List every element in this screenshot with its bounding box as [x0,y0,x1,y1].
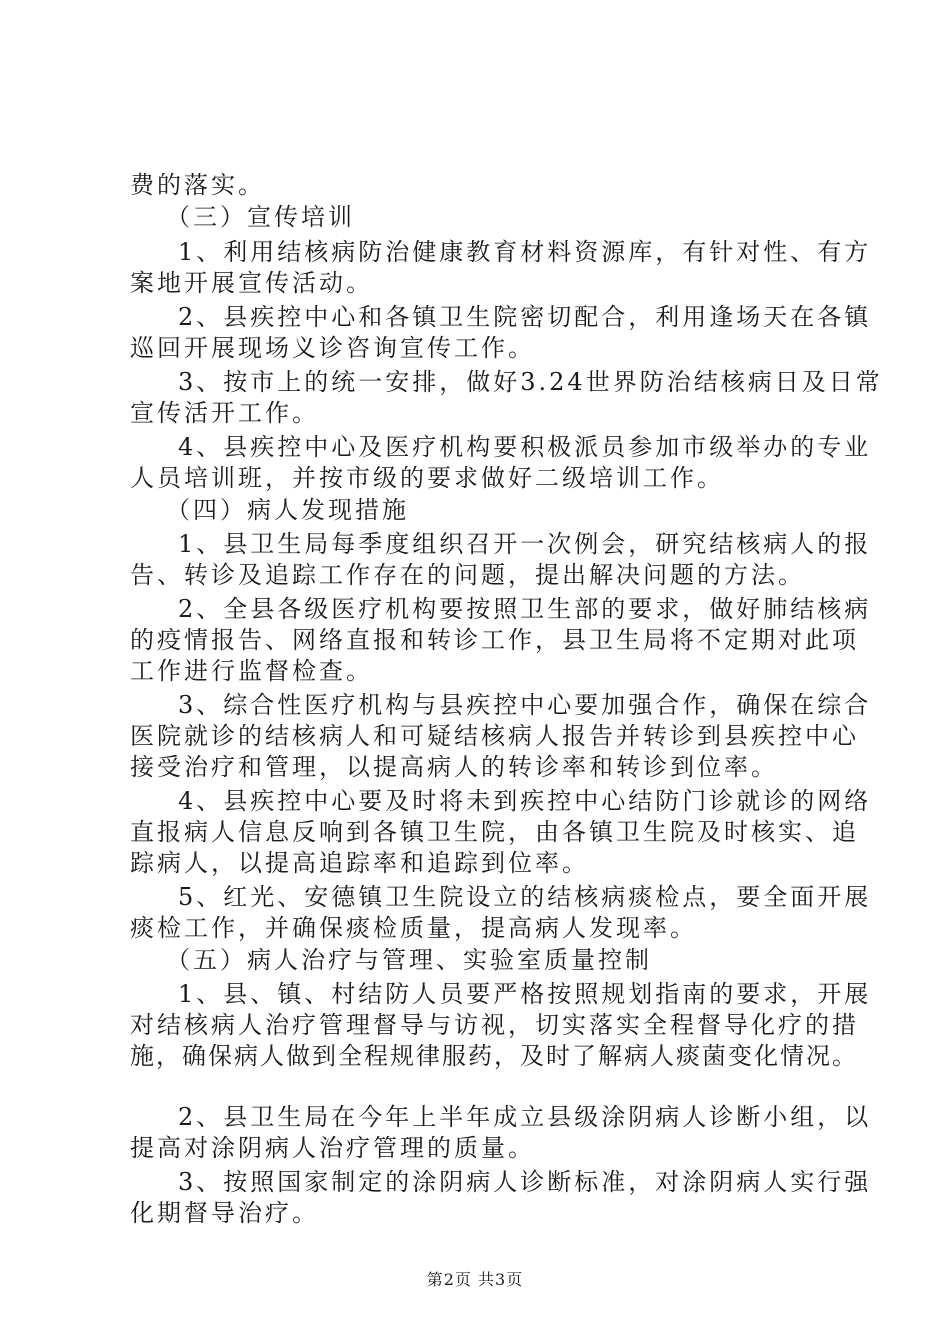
text-line: 2、全县各级医疗机构要按照卫生部的要求，做好肺结核病 [178,595,872,623]
text-line: 案地开展宣传活动。 [130,269,373,297]
text-line: 4、县疾控中心要及时将未到疾控中心结防门诊就诊的网络 [178,787,872,815]
text-line: 3、综合性医疗机构与县疾控中心要加强合作，确保在综合 [178,691,872,719]
text-line: 3、按市上的统一安排，做好3.24世界防治结核病日及日常 [178,368,883,396]
text-line: 费的落实。 [130,171,265,199]
text-line: 化期督导治疗。 [130,1199,319,1227]
text-line: 痰检工作，并确保痰检质量，提高病人发现率。 [130,914,697,942]
text-line: 5、红光、安德镇卫生院设立的结核病痰检点，要全面开展 [178,883,872,911]
text-line: 施，确保病人做到全程规律服药，及时了解病人痰菌变化情况。 [130,1042,858,1070]
text-line: 1、县、镇、村结防人员要严格按照规划指南的要求，开展 [178,980,872,1008]
text-line: 医院就诊的结核病人和可疑结核病人报告并转诊到县疾控中心 [130,722,859,750]
section-heading: （四）病人发现措施 [166,496,409,524]
text-line: 1、县卫生局每季度组织召开一次例会，研究结核病人的报 [178,530,872,558]
text-line: 1、利用结核病防治健康教育材料资源库，有针对性、有方 [178,238,872,266]
text-line: 人员培训班，并按市级的要求做好二级培训工作。 [130,464,724,492]
section-heading: （三）宣传培训 [166,203,355,231]
text-line: 的疫情报告、网络直报和转诊工作，县卫生局将不定期对此项 [130,626,859,654]
text-line: 巡回开展现场义诊咨询宣传工作。 [130,334,535,362]
text-line: 直报病人信息反响到各镇卫生院，由各镇卫生院及时核实、追 [130,818,859,846]
text-line: 踪病人，以提高追踪率和追踪到位率。 [130,849,589,877]
text-line: 3、按照国家制定的涂阴病人诊断标准，对涂阴病人实行强 [178,1168,872,1196]
page-number-footer: 第2页 共3页 [426,1270,524,1289]
text-line: 宣传活开工作。 [130,399,319,427]
text-line: 对结核病人治疗管理督导与访视，切实落实全程督导化疗的措 [130,1011,859,1039]
text-line: 告、转诊及追踪工作存在的问题，提出解决问题的方法。 [130,561,805,589]
section-heading: （五）病人治疗与管理、实验室质量控制 [166,946,652,974]
text-line: 提高对涂阴病人治疗管理的质量。 [130,1134,535,1162]
text-line: 接受治疗和管理，以提高病人的转诊率和转诊到位率。 [130,753,778,781]
text-line: 4、县疾控中心及医疗机构要积极派员参加市级举办的专业 [178,433,872,461]
text-line: 2、县卫生局在今年上半年成立县级涂阴病人诊断小组，以 [178,1103,872,1131]
text-line: 工作进行监督检查。 [130,657,373,685]
text-line: 2、县疾控中心和各镇卫生院密切配合，利用逢场天在各镇 [178,303,872,331]
